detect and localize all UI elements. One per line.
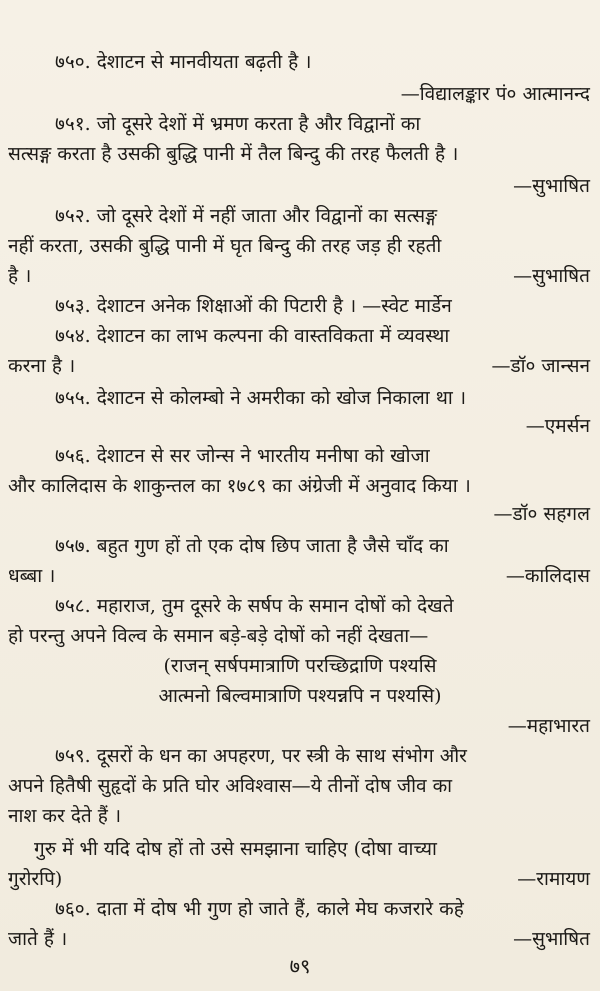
entry-755-line-1: ७५५. देशाटन से कोलम्बो ने अमरीका को खोज निकाला था ।: [55, 387, 467, 409]
entry-750-line-1: ७५०. देशाटन से मानवीयता बढ़ती है ।: [55, 51, 312, 73]
entry-758-line-2: हो परन्तु अपने विल्व के समान बड़े-बड़े दोषों को नहीं देखता—: [8, 625, 429, 647]
entry-751-line-1: ७५१. जो दूसरे देशों में भ्रमण करता है और विद्वानों का: [55, 113, 421, 135]
entry-754-line-1: ७५४. देशाटन का लाभ कल्पना की वास्तविकता में व्यवस्था: [55, 325, 450, 347]
entry-760-attribution: —सुभाषित: [513, 928, 590, 950]
entry-760-line-1: ७६०. दाता में दोष भी गुण हो जाते हैं, काले मेघ कजरारे कहे: [55, 898, 464, 920]
continuation-attribution: —रामायण: [517, 868, 590, 890]
entry-751-attribution: —सुभाषित: [513, 175, 590, 197]
entry-756-line-2: और कालिदास के शाकुन्तल का १७८९ का अंग्रेजी में अनुवाद किया ।: [8, 475, 471, 497]
entry-754-attribution: —डॉ० जान्सन: [491, 355, 590, 377]
entry-754-line-2: करना है ।: [8, 355, 76, 377]
entry-758-verse-1: (राजन् सर्षपमात्राणि परच्छिद्राणि पश्यसि: [163, 655, 437, 677]
continuation-line-1: गुरु में भी यदि दोष हों तो उसे समझाना चाहिए (दोषा वाच्या: [34, 838, 437, 860]
entry-758-line-1: ७५८. महाराज, तुम दूसरे के सर्षप के समान दोषों को देखते: [55, 595, 454, 617]
entry-750-attribution: —विद्यालङ्कार पं० आत्मानन्द: [400, 83, 590, 105]
entry-751-line-2: सत्सङ्ग करता है उसकी बुद्धि पानी में तैल बिन्दु की तरह फैलती है ।: [8, 143, 459, 165]
entry-756-attribution: —डॉ० सहगल: [493, 503, 590, 525]
entry-753-line-1: ७५३. देशाटन अनेक शिक्षाओं की पिटारी है । —स्वेट मार्डेन: [55, 295, 452, 317]
entry-759-line-1: ७५९. दूसरों के धन का अपहरण, पर स्त्री के साथ संभोग और: [55, 745, 467, 767]
entry-760-line-2: जाते हैं ।: [8, 928, 68, 950]
entry-752-attribution: —सुभाषित: [513, 265, 590, 287]
continuation-line-2: गुरोरपि): [8, 868, 63, 890]
entry-756-line-1: ७५६. देशाटन से सर जोन्स ने भारतीय मनीषा को खोजा: [55, 445, 430, 467]
entry-757-line-1: ७५७. बहुत गुण हों तो एक दोष छिप जाता है जैसे चाँद का: [55, 535, 449, 557]
entry-752-line-1: ७५२. जो दूसरे देशों में नहीं जाता और विद्वानों का सत्सङ्ग: [55, 205, 438, 227]
entry-757-attribution: —कालिदास: [505, 565, 590, 587]
page-number: ७९: [289, 954, 311, 978]
entry-758-attribution: —महाभारत: [507, 715, 590, 737]
entry-759-line-3: नाश कर देते हैं ।: [8, 805, 122, 827]
entry-752-line-3: है ।: [8, 265, 32, 287]
entry-759-line-2: अपने हितैषी सुहृदों के प्रति घोर अविश्वास—ये तीनों दोष जीव का: [8, 775, 453, 797]
entry-755-attribution: —एमर्सन: [525, 415, 590, 437]
entry-752-line-2: नहीं करता, उसकी बुद्धि पानी में घृत बिन्दु की तरह जड़ ही रहती: [8, 235, 442, 257]
entry-757-line-2: धब्बा ।: [8, 565, 56, 587]
entry-758-verse-2: आत्मनो बिल्वमात्राणि पश्यन्नपि न पश्यसि): [158, 685, 442, 707]
